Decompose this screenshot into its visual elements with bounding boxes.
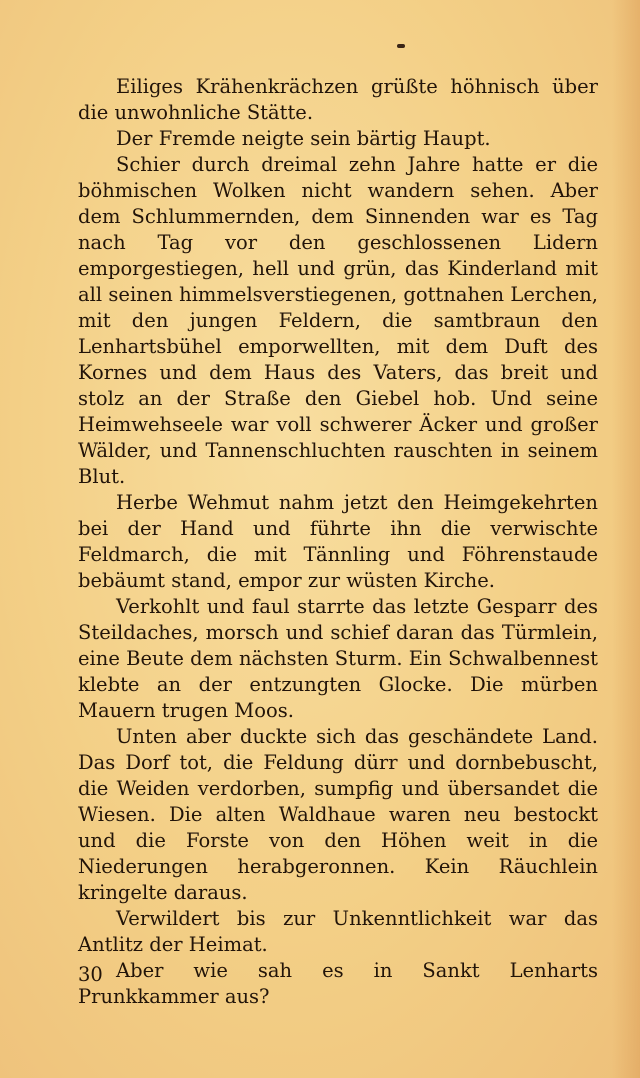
paragraph-4: Herbe Wehmut nahm jetzt den Heimgekehrten bei der Hand und führte ihn die verwischte Feldmarch, die mit Tännling und Föhrenstaude bebäumt stand, empor zur wüsten Kirche.	[78, 491, 598, 592]
page-edge-shadow	[612, 0, 640, 1078]
paragraph-1: Eiliges Krähenkrächzen grüßte höhnisch über die unwohnliche Stätte.	[78, 75, 598, 124]
paragraph-5: Verkohlt und faul starrte das letzte Gesparr des Steildaches, morsch und schief daran das Türmlein, eine Beute dem nächsten Sturm. Ein Schwalbennest klebte an der entzungten Glocke. Die mürben Mauern trugen Moos.	[78, 595, 598, 722]
body-text	[78, 74, 598, 1010]
page-number: 30	[78, 963, 103, 986]
paragraph-8: Aber wie sah es in Sankt Lenharts Prunkkammer aus?	[78, 959, 598, 1008]
paragraph-6: Unten aber duckte sich das geschändete Land. Das Dorf tot, die Feldung dürr und dornbebuscht, die Weiden verdorben, sumpfig und übersandet die Wiesen. Die alten Waldhaue waren neu bestockt und die Forste von den Höhen weit in die Niederungen herabgeronnen. Kein Räuchlein kringelte daraus.	[78, 725, 598, 904]
paragraph-2: Der Fremde neigte sein bärtig Haupt.	[116, 127, 491, 150]
ink-mark	[397, 44, 405, 48]
paragraph-7: Verwildert bis zur Unkenntlichkeit war das Antlitz der Heimat.	[78, 907, 598, 956]
paragraph-3: Schier durch dreimal zehn Jahre hatte er die böhmischen Wolken nicht wandern sehen. Aber dem Schlummernden, dem Sinnenden war es Tag nach Tag vor den geschlossenen Lidern emporgestiegen, hell und grün, das Kinderland mit all seinen himmelsverstiegenen, gottnahen Lerchen, mit den jungen Feldern, die samtbraun den Lenhartsbühel emporwellten, mit dem Duft des Kornes und dem Haus des Vaters, das breit und stolz an der Straße den Giebel hob. Und seine Heimwehseele war voll schwerer Äcker und großer Wälder, und Tannenschluchten rauschten in seinem Blut.	[78, 153, 598, 488]
